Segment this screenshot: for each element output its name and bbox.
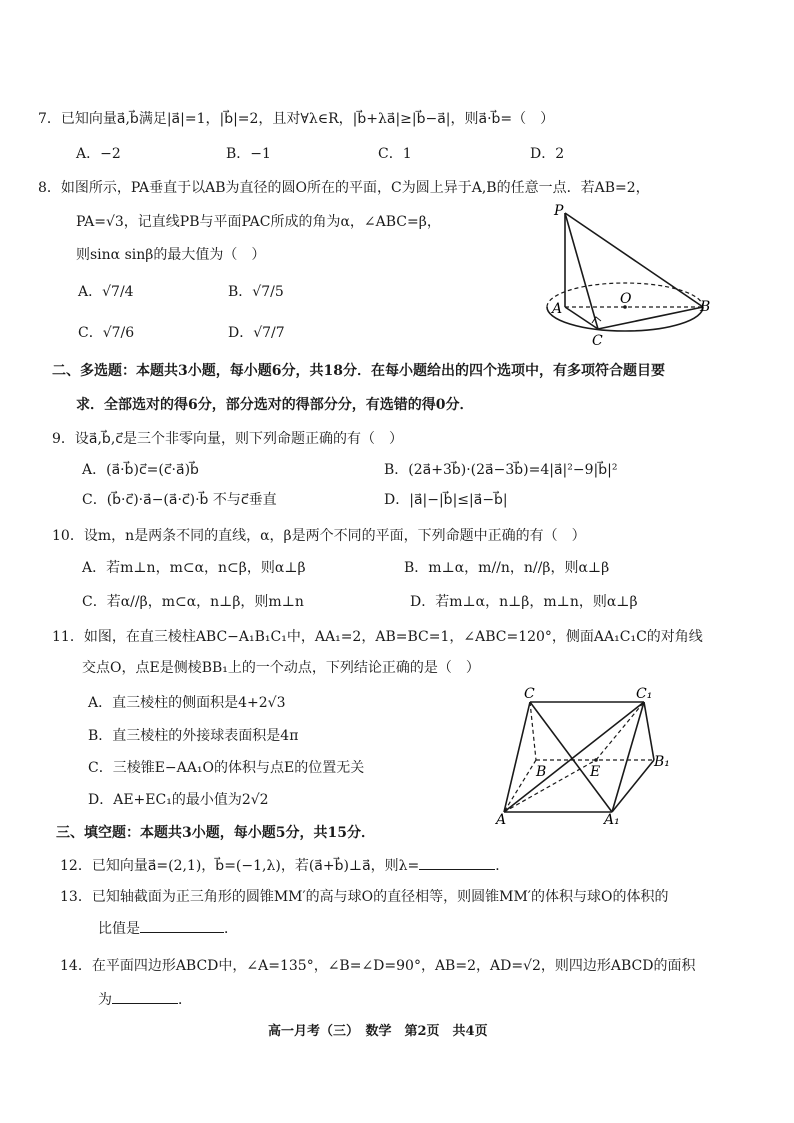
- q9-option-a: A．(a⃗·b⃗)c⃗=(c⃗·a⃗)b⃗: [82, 462, 199, 478]
- q12-line: [60, 855, 509, 875]
- q10-option-a: A．若m⊥n，m⊂α，n⊂β，则α⊥β: [82, 560, 306, 576]
- q14-stem-line1: 14．在平面四边形ABCD中，∠A=135°，∠B=∠D=90°，AB=2，AD=√2，则四边形ABCD的面积: [60, 958, 696, 974]
- section2-heading-line1: 二、多选题：本题共3小题，每小题6分，共18分．在每小题给出的四个选项中，有多项符合题目要: [52, 363, 665, 379]
- q8-option-c: C．√7/6: [78, 325, 135, 341]
- q10-stem: 10．设m，n是两条不同的直线，α，β是两个不同的平面，下列命题中正确的有（ ）: [52, 528, 586, 544]
- q11-option-b: B．直三棱柱的外接球表面积是4π: [88, 728, 299, 744]
- q13-line2: [98, 918, 238, 938]
- fig11-edge-b1-a1: [612, 760, 654, 812]
- q7-stem: 7．已知向量a⃗,b⃗满足|a⃗|=1，|b⃗|=2，且对∀λ∈R，|b⃗+λa⃗|≥|b⃗−a⃗|，则a⃗·b⃗=（ ）: [38, 111, 555, 127]
- q10-option-d: D．若m⊥α，n⊥β，m⊥n，则α⊥β: [410, 594, 638, 610]
- fig11-label-a: A: [496, 812, 507, 828]
- fig8-label-b: B: [700, 299, 711, 315]
- fig8-label-p: P: [554, 203, 564, 219]
- q8-figure: [540, 195, 711, 355]
- page-footer: 高一月考（三） 数学 第2页 共4页: [268, 1024, 488, 1039]
- q14-line2: [98, 989, 192, 1009]
- fig8-label-a: A: [552, 301, 563, 317]
- fig11-label-c: C: [524, 686, 535, 702]
- section3-heading: 三、填空题：本题共3小题，每小题5分，共15分．: [56, 825, 375, 841]
- fig11-label-b: B: [536, 764, 547, 780]
- q14-end: ．: [178, 992, 192, 1008]
- fig8-edge-pb: [565, 213, 703, 307]
- fig11-label-a1: A₁: [604, 812, 620, 828]
- q9-option-d: D．|a⃗|−|b⃗|≤|a⃗−b⃗|: [384, 492, 508, 508]
- fig11-edge-c1-a1: [612, 702, 644, 812]
- fig11-hidden-c-b: [530, 702, 536, 760]
- q11-stem-line2: 交点O，点E是侧棱BB₁上的一个动点，下列结论正确的是（ ）: [82, 660, 480, 676]
- q12-answer-blank[interactable]: [419, 855, 495, 870]
- q10-option-c: C．若α//β，m⊂α，n⊥β，则m⊥n: [82, 594, 304, 610]
- q8-stem-line3: 则sinα sinβ的最大值为（ ）: [76, 247, 266, 263]
- q14-answer-blank[interactable]: [112, 989, 178, 1004]
- q9-option-b: B．(2a⃗+3b⃗)·(2a⃗−3b⃗)=4|a⃗|²−9|b⃗|²: [384, 462, 618, 478]
- section2-heading-line2: 求．全部选对的得6分，部分选对的得部分分，有选错的得0分．: [76, 397, 474, 413]
- q13-text: 比值是: [98, 921, 140, 937]
- fig11-hidden-a-e: [504, 760, 596, 812]
- fig11-label-e: E: [590, 764, 601, 780]
- q11-figure: [494, 686, 684, 826]
- q8-stem-line1: 8．如图所示，PA垂直于以AB为直径的圆O所在的平面，C为圆上异于A,B的任意一点．若AB=2，: [38, 180, 650, 196]
- q11-option-c: C．三棱锥E−AA₁O的体积与点E的位置无关: [88, 760, 365, 776]
- fig8-edge-cb: [598, 307, 703, 329]
- fig11-diagonal-c-a1: [530, 702, 612, 812]
- fig11-hidden-e-c1: [596, 702, 644, 760]
- q7-option-d: D．2: [530, 146, 565, 162]
- q8-option-a: A．√7/4: [78, 284, 134, 300]
- fig11-label-c1: C₁: [636, 686, 653, 702]
- q14-text: 为: [98, 992, 112, 1008]
- fig11-edge-c1-b1: [644, 702, 654, 760]
- q10-option-b: B．m⊥α，m//n，n//β，则α⊥β: [404, 560, 610, 576]
- q8-option-b: B．√7/5: [228, 284, 284, 300]
- q7-option-b: B．−1: [226, 146, 271, 162]
- q13-stem-line1: 13．已知轴截面为正三角形的圆锥MM′的高与球O的直径相等，则圆锥MM′的体积与球O的体积的: [60, 889, 669, 905]
- q8-stem-line2: PA=√3，记直线PB与平面PAC所成的角为α，∠ABC=β，: [76, 214, 441, 230]
- q13-end: ．: [224, 921, 238, 937]
- q7-option-a: A．−2: [76, 146, 121, 162]
- q13-answer-blank[interactable]: [140, 918, 224, 933]
- q12-end: ．: [495, 858, 510, 874]
- q9-option-c: C．(b⃗·c⃗)·a⃗−(a⃗·c⃗)·b⃗ 不与c⃗垂直: [82, 492, 277, 508]
- q8-option-d: D．√7/7: [228, 325, 285, 341]
- fig8-label-c: C: [592, 333, 603, 349]
- q11-stem-line1: 11．如图，在直三棱柱ABC−A₁B₁C₁中，AA₁=2，AB=BC=1，∠ABC=120°，侧面AA₁C₁C的对角线: [52, 629, 703, 645]
- fig11-hidden-b-a: [504, 760, 536, 812]
- fig11-diagonal-c1-a: [504, 702, 644, 812]
- q9-stem: 9．设a⃗,b⃗,c⃗是三个非零向量，则下列命题正确的有（ ）: [52, 431, 403, 447]
- fig8-edge-pc: [565, 213, 598, 329]
- fig11-point-e: [594, 758, 598, 762]
- q12-text: 12．已知向量a⃗=(2,1)，b⃗=(−1,λ)，若(a⃗+b⃗)⊥a⃗，则λ=: [60, 858, 420, 874]
- fig8-label-o: O: [620, 291, 632, 307]
- q11-option-d: D．AE+EC₁的最小值为2√2: [88, 792, 269, 808]
- q11-option-a: A．直三棱柱的侧面积是4+2√3: [88, 695, 286, 711]
- fig11-label-b1: B₁: [654, 754, 670, 770]
- q7-option-c: C．1: [378, 146, 412, 162]
